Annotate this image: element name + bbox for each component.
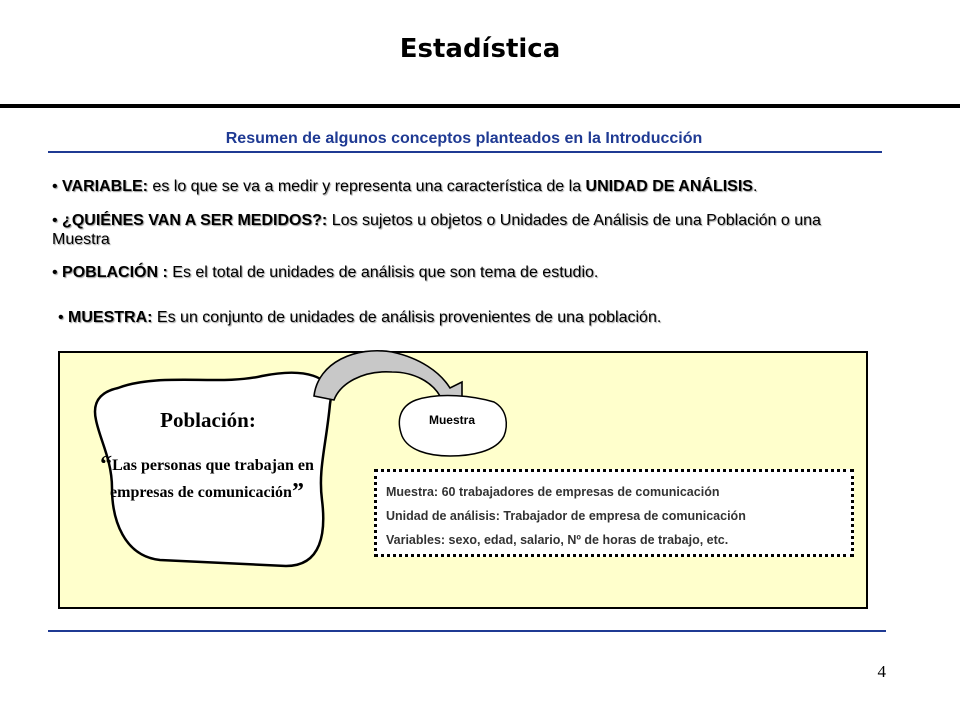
bullet-text: Es el total de unidades de análisis que son tema de estudio. <box>167 264 599 281</box>
bullet-marker: • <box>58 309 69 326</box>
close-quote: ” <box>291 479 304 505</box>
bullet-term: MUESTRA: <box>68 309 153 326</box>
bullet-text: Es un conjunto de unidades de análisis provenientes de una población. <box>152 309 662 326</box>
poblacion-description <box>100 452 314 506</box>
muestra-label: Muestra <box>428 413 475 427</box>
bullet-marker: • <box>52 264 63 281</box>
bullet-tail: . <box>752 178 758 195</box>
bullet-term: POBLACIÓN : <box>62 264 168 281</box>
bullet-marker: • <box>52 212 63 229</box>
bullet-text: Los sujetos u objetos o Unidades de Análisis de una Población o una Muestra <box>52 212 821 248</box>
slide-subtitle: Resumen de algunos conceptos planteados en la Introducción <box>225 130 703 147</box>
info-line-unidad: Unidad de análisis: Trabajador de empresa de comunicación <box>386 509 746 523</box>
bullet-term: VARIABLE: <box>62 178 148 195</box>
page-number: 4 <box>877 662 886 681</box>
slide-title: Estadística <box>399 34 561 64</box>
info-box <box>374 469 854 557</box>
bullet-marker: • <box>52 178 63 195</box>
bullet-term: ¿QUIÉNES VAN A SER MEDIDOS?: <box>62 212 328 229</box>
bottom-divider <box>48 630 886 632</box>
poblacion-desc-text: Las personas que trabajan en empresas de comunicación <box>110 457 314 501</box>
bullet-emphasis: UNIDAD DE ANÁLISIS <box>585 178 753 195</box>
bullet-text: es lo que se va a medir y representa una característica de la <box>147 178 586 195</box>
poblacion-title: Población: <box>160 408 256 432</box>
info-line-muestra: Muestra: 60 trabajadores de empresas de comunicación <box>386 485 720 499</box>
info-line-variables: Variables: sexo, edad, salario, Nº de horas de trabajo, etc. <box>386 533 729 547</box>
open-quote: “ <box>100 452 113 478</box>
